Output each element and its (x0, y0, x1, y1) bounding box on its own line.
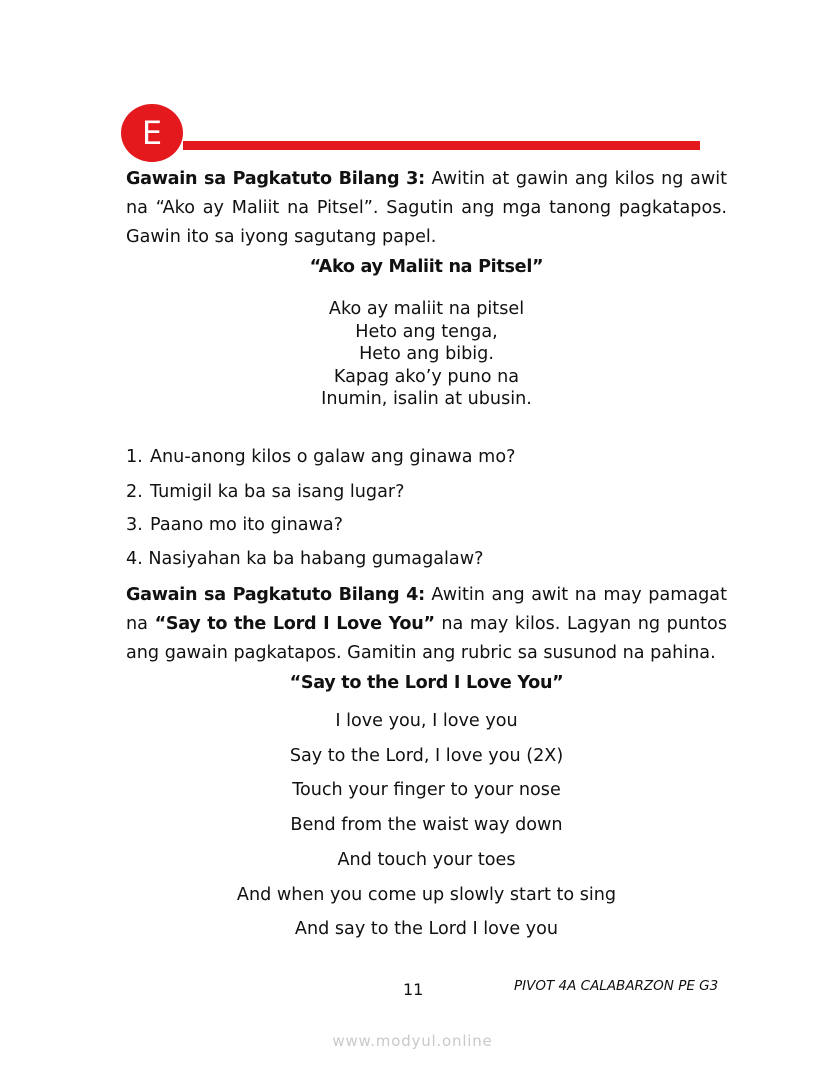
song2-line: Touch your finger to your nose (292, 780, 561, 801)
song1-line: Kapag ako’y puno na (333, 366, 520, 387)
song2-line: Bend from the waist way down (290, 815, 563, 836)
song2-line: And touch your toes (337, 849, 516, 870)
activity3-paragraph (126, 165, 727, 252)
song1-lyrics (126, 298, 727, 411)
song1-line: Heto ang bibig. (359, 344, 494, 364)
song2-line: And say to the Lord I love you (294, 919, 559, 940)
song2-title: “Say to the Lord I Love You” (289, 673, 564, 693)
song1-line: Ako ay maliit na pitsel (328, 299, 525, 319)
question-2: 2. Tumigil ka ba sa isang lugar? (126, 482, 405, 502)
song1-line: Inumin, isalin at ubusin. (321, 389, 532, 409)
section-divider-bar (183, 141, 700, 150)
song1-line: Heto ang tenga, (355, 321, 498, 342)
song2-line: Say to the Lord, I love you (2X) (289, 745, 564, 766)
activity4-text1: Awitin ang awit na may pamagat na (126, 585, 727, 634)
section-letter: E (141, 114, 163, 152)
footer-pivot-label: PIVOT 4A CALABARZON PE G3 (514, 978, 719, 994)
section-letter-badge (121, 104, 183, 162)
activity4-paragraph (126, 581, 727, 668)
page-number: 11 (403, 980, 424, 999)
song2-line: I love you, I love you (335, 711, 518, 731)
song2-lyrics (126, 704, 727, 947)
question-4: 4. Nasiyahan ka ba habang gumagalaw? (126, 549, 484, 569)
activity3-title: Gawain sa Pagkatuto Bilang 3: (126, 169, 425, 189)
song2-line: And when you come up slowly start to sing (236, 884, 617, 905)
song1-title: “Ako ay Maliit na Pitsel” (309, 257, 544, 277)
activity4-title: Gawain sa Pagkatuto Bilang 4: (126, 585, 425, 605)
activity3-text: Awitin at gawin ang kilos ng awit na “Ako ay Maliit na Pitsel”. Sagutin ang mga tanong pagkatapos. Gawin ito sa iyong sagutang papel. (126, 169, 728, 247)
question-1: 1. Anu-anong kilos o galaw ang ginawa mo? (126, 447, 516, 467)
activity4-song-ref: “Say to the Lord I Love You” (154, 614, 435, 634)
question-3: 3. Paano mo ito ginawa? (126, 515, 344, 535)
watermark: www.modyul.online (332, 1032, 493, 1050)
activity4-text2: na may kilos. Lagyan ng puntos ang gawain pagkatapos. Gamitin ang rubric sa susunod na pahina. (126, 614, 727, 663)
